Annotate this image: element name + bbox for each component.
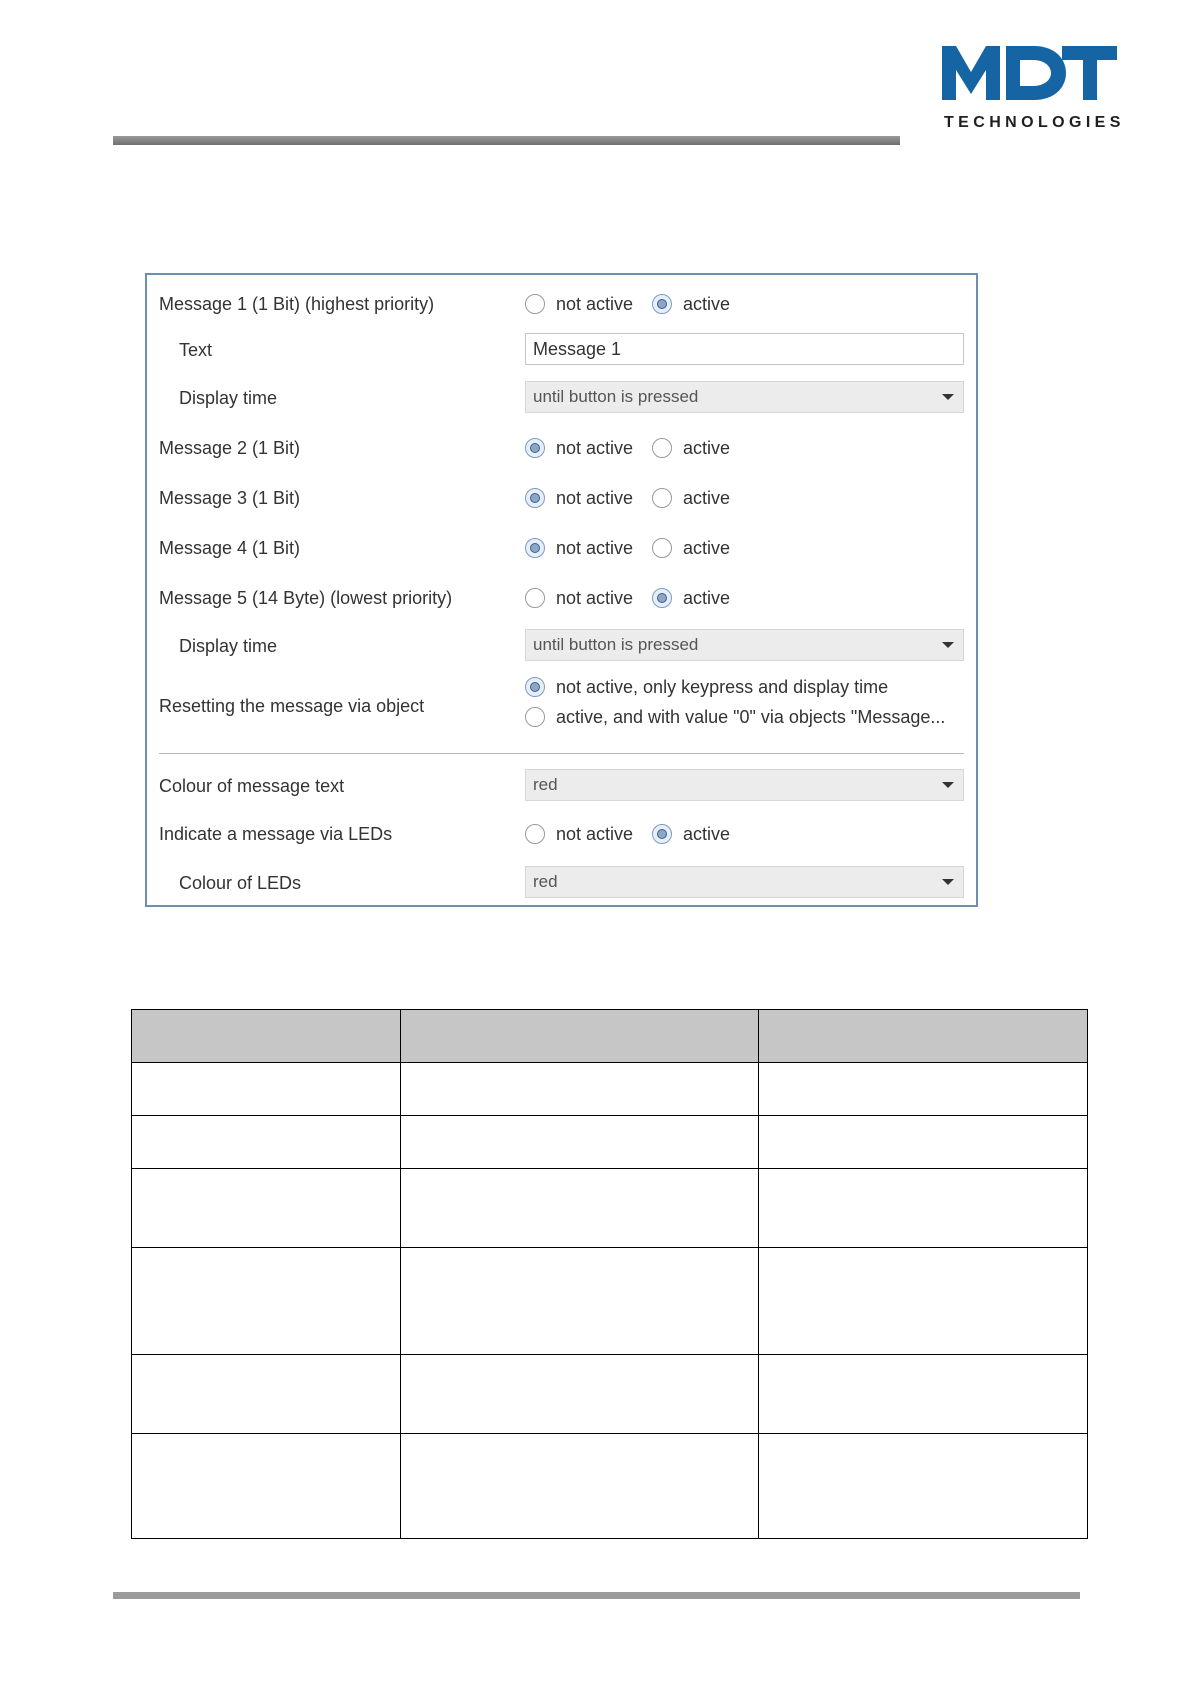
table-cell bbox=[401, 1169, 759, 1248]
radio-button-selected[interactable] bbox=[652, 588, 672, 608]
param-label: Message 2 (1 Bit) bbox=[159, 438, 301, 458]
table-cell bbox=[759, 1063, 1088, 1116]
table-row bbox=[132, 1355, 1088, 1434]
param-label: Message 4 (1 Bit) bbox=[159, 538, 301, 558]
table-row bbox=[132, 1169, 1088, 1248]
radio-not-active[interactable] bbox=[525, 537, 633, 559]
radio-reset-object[interactable] bbox=[525, 706, 945, 728]
table-header-cell bbox=[401, 1010, 759, 1063]
table-cell bbox=[401, 1116, 759, 1169]
radio-label: active bbox=[683, 537, 731, 558]
param-label: Message 1 (1 Bit) (highest priority) bbox=[159, 294, 435, 314]
table-header-cell bbox=[759, 1010, 1088, 1063]
radio-button[interactable] bbox=[525, 707, 545, 727]
radio-button-selected[interactable] bbox=[525, 438, 545, 458]
param-label: Colour of LEDs bbox=[179, 873, 302, 893]
radio-active[interactable] bbox=[652, 487, 730, 509]
radio-reset-keypress[interactable] bbox=[525, 676, 888, 698]
param-label: Indicate a message via LEDs bbox=[159, 824, 393, 844]
radio-not-active[interactable] bbox=[525, 823, 633, 845]
radio-button[interactable] bbox=[652, 538, 672, 558]
radio-label: not active, only keypress and display time bbox=[556, 676, 889, 697]
param-label: Text bbox=[179, 340, 213, 360]
table-row bbox=[132, 1434, 1088, 1539]
radio-button-selected[interactable] bbox=[525, 488, 545, 508]
radio-button[interactable] bbox=[652, 438, 672, 458]
table-cell bbox=[401, 1355, 759, 1434]
radio-button-selected[interactable] bbox=[525, 538, 545, 558]
logo-subtitle: TECHNOLOGIES bbox=[944, 114, 1125, 131]
param-label: Colour of message text bbox=[159, 776, 345, 796]
radio-active[interactable] bbox=[652, 293, 730, 315]
radio-button[interactable] bbox=[525, 824, 545, 844]
colour-leds-select[interactable] bbox=[525, 866, 964, 898]
table-cell bbox=[759, 1116, 1088, 1169]
dropdown-arrow-icon bbox=[942, 394, 954, 400]
radio-button-selected[interactable] bbox=[652, 294, 672, 314]
param-row-message1 bbox=[147, 286, 976, 322]
param-row-display-time bbox=[147, 380, 976, 416]
radio-label: not active bbox=[556, 537, 634, 558]
header-rule bbox=[113, 136, 900, 145]
param-row-text bbox=[147, 332, 976, 368]
radio-label: not active bbox=[556, 487, 634, 508]
table-row bbox=[132, 1116, 1088, 1169]
parameter-table bbox=[131, 1009, 1088, 1539]
table-cell bbox=[759, 1169, 1088, 1248]
table-header-cell bbox=[132, 1010, 401, 1063]
param-row-colour-leds bbox=[147, 865, 976, 901]
table-cell bbox=[401, 1248, 759, 1355]
dropdown-arrow-icon bbox=[942, 642, 954, 648]
radio-label: not active bbox=[556, 587, 634, 608]
select-value: red bbox=[533, 872, 558, 891]
radio-not-active[interactable] bbox=[525, 293, 633, 315]
parameter-panel bbox=[145, 273, 978, 907]
footer-rule bbox=[113, 1592, 1080, 1599]
radio-label: not active bbox=[556, 823, 634, 844]
param-row-message4 bbox=[147, 530, 976, 566]
param-row-message5 bbox=[147, 580, 976, 616]
table-cell bbox=[132, 1116, 401, 1169]
radio-button-selected[interactable] bbox=[652, 824, 672, 844]
radio-button[interactable] bbox=[525, 294, 545, 314]
radio-label: active bbox=[683, 437, 731, 458]
display-time-select[interactable] bbox=[525, 629, 964, 661]
table-cell bbox=[132, 1248, 401, 1355]
param-row-indicate-leds bbox=[147, 816, 976, 852]
param-label: Message 3 (1 Bit) bbox=[159, 488, 301, 508]
radio-active[interactable] bbox=[652, 537, 730, 559]
radio-active[interactable] bbox=[652, 587, 730, 609]
radio-label: active bbox=[683, 487, 731, 508]
radio-label: active, and with value "0" via objects "Message... bbox=[556, 706, 946, 727]
table-cell bbox=[132, 1355, 401, 1434]
param-row-message3 bbox=[147, 480, 976, 516]
mdt-logo bbox=[942, 42, 1125, 134]
select-value: until button is pressed bbox=[533, 635, 699, 654]
display-time-select[interactable] bbox=[525, 381, 964, 413]
radio-button[interactable] bbox=[652, 488, 672, 508]
select-value: until button is pressed bbox=[533, 387, 699, 406]
radio-label: not active bbox=[556, 293, 634, 314]
param-label: Message 5 (14 Byte) (lowest priority) bbox=[159, 588, 453, 608]
table-cell bbox=[132, 1434, 401, 1539]
param-label: Display time bbox=[179, 636, 278, 656]
mdt-logo-mark bbox=[942, 42, 1117, 104]
radio-label: not active bbox=[556, 437, 634, 458]
param-label: Display time bbox=[179, 388, 278, 408]
dropdown-arrow-icon bbox=[942, 782, 954, 788]
table-cell bbox=[132, 1063, 401, 1116]
separator bbox=[159, 753, 964, 754]
param-row-colour-text bbox=[147, 768, 976, 804]
radio-button-selected[interactable] bbox=[525, 677, 545, 697]
radio-button[interactable] bbox=[525, 588, 545, 608]
table-cell bbox=[401, 1434, 759, 1539]
table-cell bbox=[759, 1248, 1088, 1355]
radio-label: active bbox=[683, 823, 731, 844]
dropdown-arrow-icon bbox=[942, 879, 954, 885]
radio-label: active bbox=[683, 293, 731, 314]
radio-active[interactable] bbox=[652, 823, 730, 845]
table-cell bbox=[401, 1063, 759, 1116]
param-row-reset bbox=[147, 674, 976, 738]
radio-not-active[interactable] bbox=[525, 487, 633, 509]
colour-text-select[interactable] bbox=[525, 769, 964, 801]
param-label: Resetting the message via object bbox=[159, 696, 425, 716]
select-value: red bbox=[533, 775, 558, 794]
message-text-input[interactable]: Message 1 bbox=[525, 333, 964, 365]
table-cell bbox=[132, 1169, 401, 1248]
param-row-display-time-2 bbox=[147, 628, 976, 664]
table-row bbox=[132, 1063, 1088, 1116]
table-cell bbox=[759, 1355, 1088, 1434]
radio-not-active[interactable] bbox=[525, 437, 633, 459]
table-cell bbox=[759, 1434, 1088, 1539]
table-row bbox=[132, 1248, 1088, 1355]
radio-active[interactable] bbox=[652, 437, 730, 459]
param-row-message2 bbox=[147, 430, 976, 466]
radio-label: active bbox=[683, 587, 731, 608]
radio-not-active[interactable] bbox=[525, 587, 633, 609]
